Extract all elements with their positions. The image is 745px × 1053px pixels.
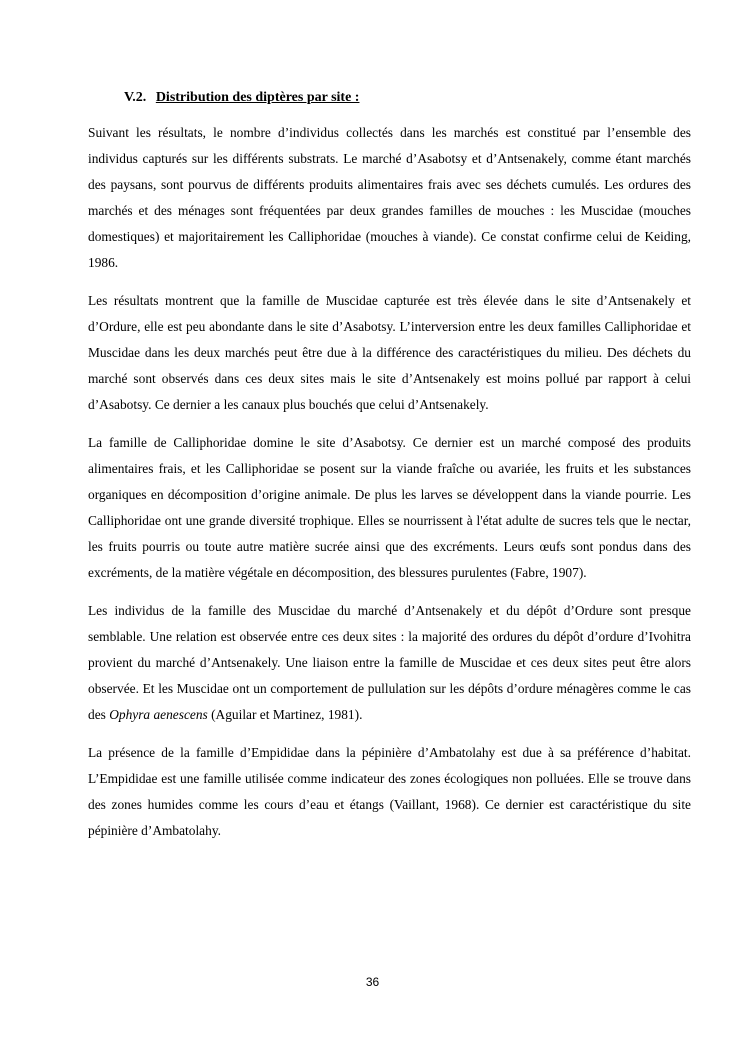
species-name: Ophyra aenescens <box>109 707 208 722</box>
paragraph-1: Suivant les résultats, le nombre d’individus collectés dans les marchés est constitué par l’ensemble des individus capturés sur les différents substrats. Le marché d’Asabotsy et d’Antsenakely, comme étant marchés des paysans, sont pourvus de différents produits alimentaires frais avec ses déchets cumulés. Les ordures des marchés et des ménages sont fréquentées par deux grandes familles de mouches : les Muscidae (mouches domestiques) et majoritairement les Calliphoridae (mouches à viande). Ce constat confirme celui de Keiding, 1986. <box>88 125 691 270</box>
paragraph-5: La présence de la famille d’Empididae dans la pépinière d’Ambatolahy est due à sa préférence d’habitat. L’Empididae est une famille utilisée comme indicateur des zones écologiques non polluées. Elle se trouve dans des zones humides comme les cours d’eau et étangs (Vaillant, 1968). Ce dernier est caractéristique du site pépinière d’Ambatolahy. <box>88 745 691 838</box>
paragraph-4-citation: (Aguilar et Martinez, 1981). <box>207 707 363 722</box>
page-number: 36 <box>365 975 380 989</box>
section-title: Distribution des diptères par site : <box>155 90 360 105</box>
section-number: V.2. <box>124 90 147 105</box>
paragraph-4 <box>88 598 691 728</box>
paragraph-3: La famille de Calliphoridae domine le site d’Asabotsy. Ce dernier est un marché composé des produits alimentaires frais, et les Calliphoridae se posent sur la viande fraîche ou avariée, les fruits et les substances organiques en décomposition d’origine animale. De plus les larves se développent dans la viande pourrie. Les Calliphoridae ont une grande diversité trophique. Elles se nourrissent à l'état adulte de sucres tels que le nectar, les fruits pourris ou toute autre matière sucrée ainsi que des excréments. Leurs œufs sont pondus dans des excréments, de la matière végétale en décomposition, des blessures purulentes (Fabre, 1907). <box>88 435 691 580</box>
section-heading <box>124 88 359 108</box>
paragraph-4-text: Les individus de la famille des Muscidae du marché d’Antsenakely et du dépôt d’Ordure sont presque semblable. Une relation est observée entre ces deux sites : la majorité des ordures du dépôt d’ordure d’Ivohitra provient du marché d’Antsenakely. Une liaison entre la famille de Muscidae et ces deux sites peut être alors observée. Et les Muscidae ont un comportement de pullulation sur les dépôts d’ordure ménagères comme le cas des <box>88 603 691 722</box>
body-text <box>88 120 691 856</box>
paragraph-2: Les résultats montrent que la famille de Muscidae capturée est très élevée dans le site d’Antsenakely et d’Ordure, elle est peu abondante dans le site d’Asabotsy. L’interversion entre les deux familles Calliphoridae et Muscidae dans les deux marchés peut être due à la différence des caractéristiques du milieu. Des déchets du marché sont observés dans ces deux sites mais le site d’Antsenakely est moins pollué par rapport à celui d’Asabotsy. Ce dernier a les canaux plus bouchés que celui d’Antsenakely. <box>88 293 691 412</box>
